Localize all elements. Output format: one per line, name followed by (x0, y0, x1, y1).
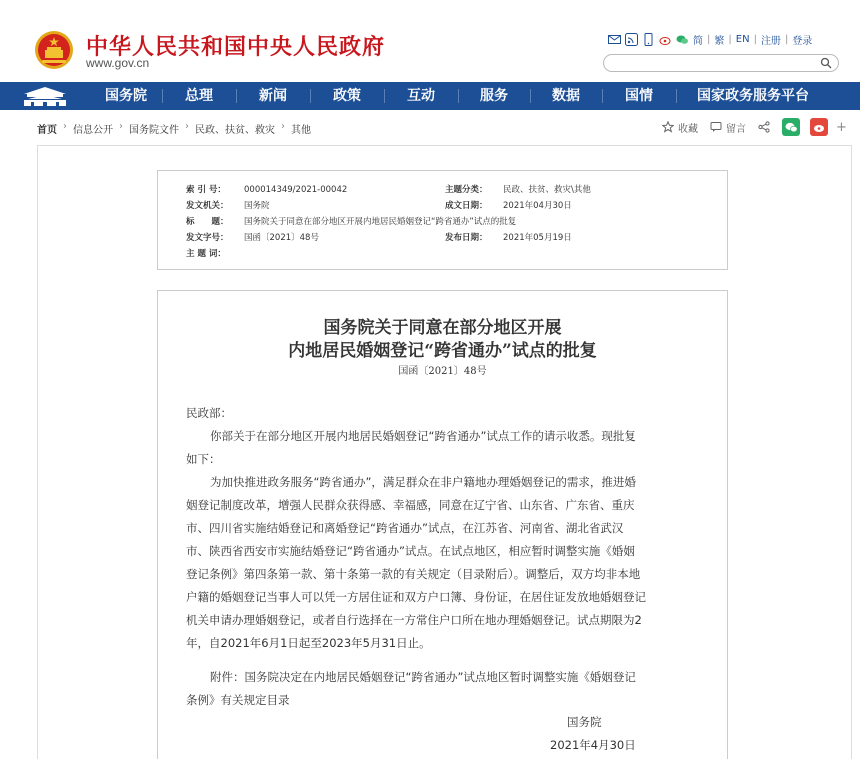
meta-label: 索 引 号： (186, 185, 226, 195)
nav-item-state-council[interactable]: 国务院 (105, 88, 147, 104)
signature: 国务院 (567, 715, 602, 729)
weibo-icon[interactable] (659, 33, 672, 46)
weibo-icon (813, 122, 826, 133)
nav-item-service[interactable]: 服务 (458, 82, 530, 110)
favorite-link[interactable]: 收藏 (678, 123, 698, 135)
mobile-icon[interactable] (642, 33, 655, 46)
share-icon[interactable] (758, 121, 770, 133)
meta-value: 民政、扶贫、救灾\其他 (503, 185, 591, 195)
text-line: 你部关于在部分地区开展内地居民婚姻登记“跨省通办”试点工作的请示收悉。现批复 (210, 429, 636, 443)
lang-english[interactable]: EN (735, 34, 750, 45)
salutation: 民政部： (186, 406, 232, 420)
meta-title (186, 215, 516, 227)
text-line: 登记条例》第四条第一款、第十条第一款的有关规定（目录附后）。调整后，双方均非本地 (186, 567, 641, 581)
text-line: 机关申请办理婚姻登记，或者自行选择在一方常住户口所在地办理婚姻登记。试点期限为2 (186, 613, 642, 627)
document-title-line-1: 国务院关于同意在部分地区开展 (323, 318, 562, 338)
breadcrumb-separator: › (281, 121, 285, 132)
breadcrumb-home[interactable]: 首页 (37, 125, 57, 136)
page-tools (662, 118, 847, 136)
separator: | (753, 34, 757, 45)
document-title-line-2: 内地居民婚姻登记“跨省通办”试点的批复 (288, 341, 597, 361)
text-line: 如下： (186, 452, 221, 466)
nav-item-premier[interactable]: 总理 (162, 82, 236, 110)
breadcrumb (37, 121, 311, 136)
meta-label: 成文日期： (445, 201, 488, 211)
text-line: 为加快推进政务服务“跨省通办”，满足群众在非户籍地办理婚姻登记的需求，推进婚 (210, 475, 636, 489)
meta-label: 主 题 词： (186, 249, 226, 259)
meta-value: 2021年05月19日 (503, 233, 572, 243)
meta-index-number (186, 183, 347, 195)
meta-published-date (445, 231, 572, 243)
meta-label: 主题分类： (445, 185, 488, 195)
separator: | (707, 34, 711, 45)
national-emblem-icon[interactable] (34, 30, 74, 70)
meta-value: 国函〔2021〕48号 (244, 233, 319, 243)
comment-link[interactable]: 留言 (726, 123, 746, 135)
wechat-share-button[interactable] (782, 118, 800, 136)
top-links (608, 32, 812, 47)
wechat-icon[interactable] (676, 33, 689, 46)
text-line: 户籍的婚姻登记当事人可以凭一方居住证和双方户口簿、身份证，在居住证发放地婚姻登记 (186, 590, 646, 604)
breadcrumb-civil-affairs[interactable]: 民政、扶贫、救灾 (195, 125, 275, 136)
meta-value: 2021年04月30日 (503, 201, 572, 211)
meta-value: 000014349/2021-00042 (244, 185, 348, 195)
separator: | (728, 34, 732, 45)
rss-icon[interactable] (625, 33, 638, 46)
search-icon[interactable] (820, 57, 832, 69)
meta-label: 发布日期： (445, 233, 488, 243)
breadcrumb-other[interactable]: 其他 (291, 125, 311, 136)
meta-created-date (445, 199, 572, 211)
breadcrumb-state-council-docs[interactable]: 国务院文件 (129, 125, 179, 136)
meta-value: 国务院关于同意在部分地区开展内地居民婚姻登记“跨省通办”试点的批复 (244, 217, 517, 227)
meta-value: 国务院 (244, 201, 270, 211)
nav-item-interaction[interactable]: 互动 (384, 82, 458, 110)
nav-item-policy[interactable]: 政策 (310, 82, 384, 110)
comment-icon[interactable] (710, 121, 722, 133)
paragraph-1 (186, 425, 716, 471)
tiananmen-icon (20, 85, 70, 107)
main-nav (0, 82, 860, 110)
nav-item-news[interactable]: 新闻 (236, 82, 310, 110)
separator: | (784, 34, 789, 45)
meta-doc-number (186, 231, 319, 243)
nav-item-gov-service-platform[interactable]: 国家政务服务平台 (676, 82, 830, 110)
text-line: 年，自2021年6月1日起至2023年5月31日止。 (186, 636, 431, 650)
star-icon[interactable] (662, 121, 674, 133)
text-line: 条例》有关规定目录 (186, 693, 290, 707)
search-input[interactable] (612, 60, 822, 76)
document-number: 国函〔2021〕48号 (398, 366, 487, 377)
breadcrumb-separator: › (119, 121, 123, 132)
breadcrumb-separator: › (63, 121, 67, 132)
lang-traditional[interactable]: 繁 (714, 36, 725, 47)
meta-label: 发文机关： (186, 201, 229, 211)
plus-icon[interactable]: + (836, 119, 847, 135)
meta-label: 标 题： (186, 217, 229, 227)
meta-issuer (186, 199, 270, 211)
signature-date: 2021年4月30日 (550, 738, 636, 752)
text-line: 市、陕西省西安市实施结婚登记“跨省通办”试点。在试点地区，相应暂时调整实施《婚姻 (186, 544, 635, 558)
weibo-share-button[interactable] (810, 118, 828, 136)
site-url[interactable]: www.gov.cn (86, 56, 150, 70)
attachment-note (186, 666, 716, 712)
wechat-icon (785, 122, 798, 133)
meta-label: 发文字号： (186, 233, 229, 243)
search-box (603, 54, 839, 72)
text-line: 市、四川省实施结婚登记和离婚登记“跨省通办”试点，在江苏省、河南省、湖北省武汉 (186, 521, 624, 535)
site-header (0, 0, 860, 82)
login-link[interactable]: 登录 (792, 36, 813, 47)
lang-simplified[interactable]: 简 (693, 36, 703, 47)
nav-logo[interactable] (0, 82, 90, 110)
nav-item-data[interactable]: 数据 (530, 82, 602, 110)
site-title[interactable]: 中华人民共和国中央人民政府 (86, 35, 386, 60)
breadcrumb-info-disclosure[interactable]: 信息公开 (73, 125, 113, 136)
register-link[interactable]: 注册 (760, 36, 781, 47)
paragraph-2 (186, 471, 716, 655)
breadcrumb-separator: › (185, 121, 189, 132)
nav-item-national-info[interactable]: 国情 (602, 82, 676, 110)
meta-keywords (186, 247, 244, 259)
text-line: 附件：国务院决定在内地居民婚姻登记“跨省通办”试点地区暂时调整实施《婚姻登记 (210, 670, 636, 684)
mail-icon[interactable] (608, 33, 621, 46)
text-line: 姻登记制度改革，增强人民群众获得感、幸福感，同意在辽宁省、山东省、广东省、重庆 (186, 498, 635, 512)
meta-category (445, 183, 591, 195)
